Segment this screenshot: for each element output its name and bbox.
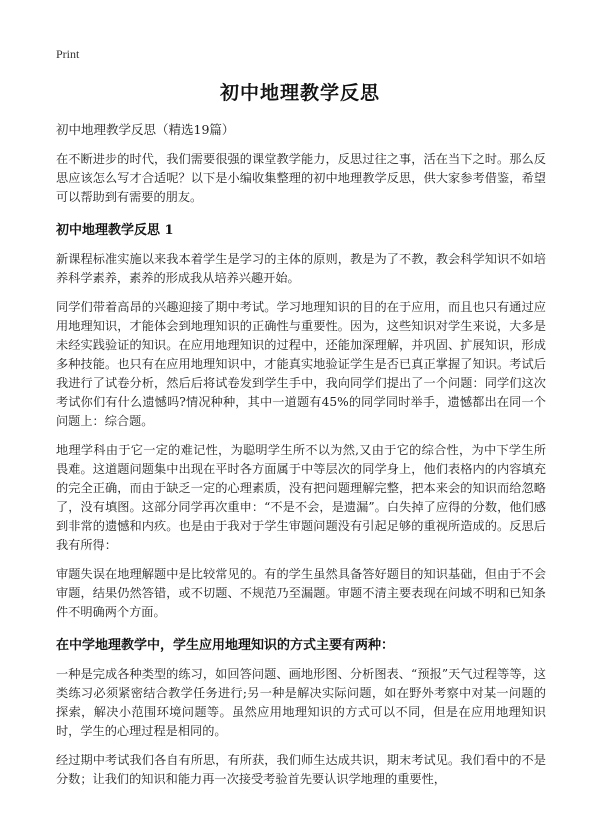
paragraph-2: 同学们带着高昂的兴趣迎接了期中考试。学习地理知识的目的在于应用，而且也只有通过应用地理知识，才能体会到地理知识的正确性与重要性。因为，这些知识对学生来说，大多是未经实践验证的知识。在应用地理知识的过程中，还能加深理解，并巩固、扩展知识，形成多种技能。也只有在应用地理知识中，才能真实地验证学生是否已真正掌握了知识。考试后我进行了试卷分析，然后后将试卷发到学生手中，我向同学们提出了一个问题：同学们这次考试你们有什么遗憾吗?情况种种，其中一道题有45%的同学同时举手，遗憾都出在同一个问题上：综合题。 [56,300,546,428]
paragraph-6: 经过期中考试我们各自有所思，有所获，我们师生达成共识，期末考试见。我们看中的不是分数；让我们的知识和能力再一次接受考验首先要认识学地理的重要性， [56,753,546,786]
intro-paragraph: 在不断进步的时代，我们需要很强的课堂教学能力，反思过往之事，活在当下之时。那么反思应该怎么写才合适呢？以下是小编收集整理的初中地理教学反思，供大家参考借鉴，希望可以帮助到有需要的朋友。 [56,152,546,204]
paragraph-3: 地理学科由于它一定的难记性，为聪明学生所不以为然,又由于它的综合性，为中下学生所畏难。这道题问题集中出现在平时各方面属于中等层次的同学身上，他们表格内的内容填充的完全正确，而由于缺乏一定的心理素质，没有把问题理解完整，把本来会的知识而给忽略了，没有填图。这部分同学再次重申：“不是不会，是遗漏”。白失掉了应得的分数，他们感到非常的遗憾和内疚。也是由于我对于学生审题问题没有引起足够的重视所造成的。反思后我有所得： [56,443,546,552]
paragraph-1: 新课程标准实施以来我本着学生是学习的主体的原则，教是为了不教，教会科学知识不如培养科学素养，素养的形成我从培养兴趣开始。 [56,252,546,285]
paragraph-4: 审题失误在地理解题中是比较常见的。有的学生虽然具备答好题目的知识基础，但由于不会审题，结果仍然答错，或不切题、不规范乃至漏题。审题不清主要表现在问域不明和已知条件不明确两个方面。 [56,567,546,619]
section-heading-1: 初中地理教学反思 1 [56,223,174,238]
page-title: 初中地理教学反思 [219,82,380,104]
section-heading-2: 在中学地理教学中，学生应用地理知识的方式主要有两种： [56,638,395,653]
article-subtitle: 初中地理教学反思（精选19篇） [56,122,235,137]
paragraph-5: 一种是完成各种类型的练习，如回答问题、画地形图、分析图表、“预报”天气过程等等，这类练习必须紧密结合教学任务进行;另一种是解决实际问题，如在野外考察中对某一问题的探索，解决小范围环境问题等。虽然应用地理知识的方式可以不同，但是在应用地理知识时，学生的心理过程是相同的。 [56,667,546,738]
article-body [56,120,546,799]
print-link[interactable]: Print [56,47,80,61]
